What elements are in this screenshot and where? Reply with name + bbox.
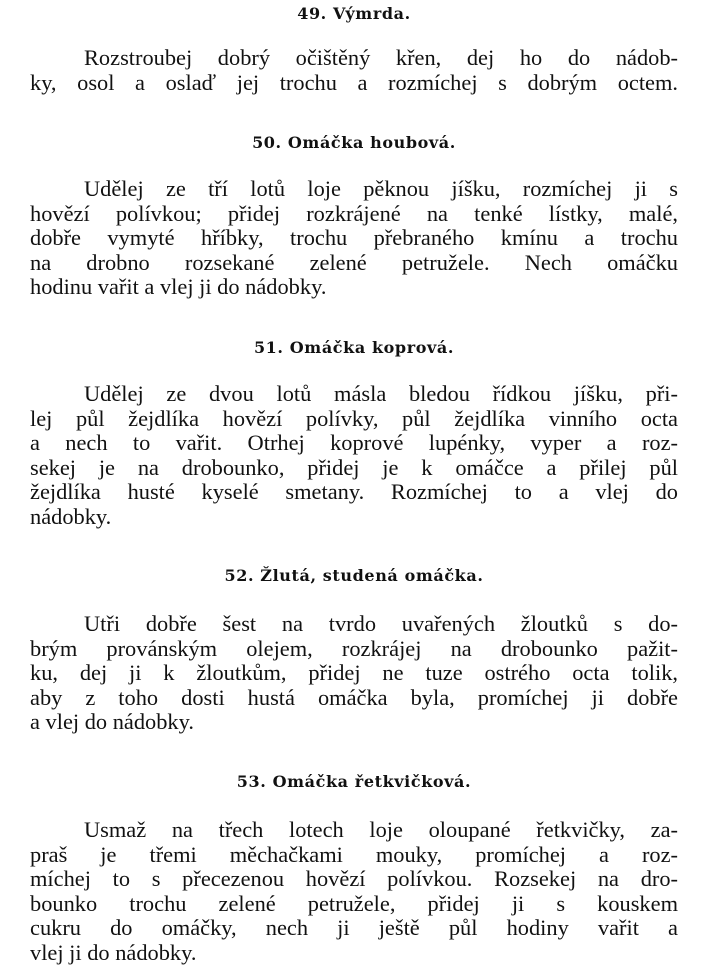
text-line: aby z toho dosti hustá omáčka byla, promíchej ji dobře: [30, 684, 678, 710]
text-line: Usmaž na třech lotech loje oloupané řetkvičky, za-: [84, 817, 678, 842]
text-line: Utři dobře šest na tvrdo uvařených žloutků s do-: [84, 611, 678, 636]
text-line: nádobky.: [30, 503, 112, 529]
text-line: žejdlíka husté kyselé smetany. Rozmíchej to a vlej do: [30, 479, 678, 504]
recipe-text: [30, 818, 678, 965]
text-line: sekej je na drobounko, přidej je k omáčce a přilej půl: [30, 454, 678, 480]
text-line: vlej ji do nádobky.: [30, 939, 197, 965]
text-line: Rozstroubej dobrý očištěný křen, dej ho do nádob-: [84, 45, 678, 70]
recipe-text: [30, 382, 678, 529]
recipe-heading: 52. Žlutá, studená omáčka.: [224, 566, 484, 585]
text-line: na drobno rozsekané zelené petružele. Nech omáčku: [30, 249, 678, 275]
text-line: ku, dej ji k žloutkům, přidej ne tuze ostrého octa tolik,: [30, 660, 678, 685]
recipe-heading: 51. Omáčka koprová.: [253, 338, 455, 357]
recipe-heading: 50. Omáčka houbová.: [252, 133, 456, 152]
text-line: hovězí polívkou; přidej rozkrájené na tenké lístky, malé,: [30, 200, 678, 226]
recipe-text: [30, 612, 678, 735]
recipe-heading: 49. Výmrda.: [297, 4, 411, 23]
text-line: a vlej do nádobky.: [30, 709, 194, 734]
recipe-text: [30, 46, 678, 95]
text-line: dobře vymyté hříbky, trochu přebraného kmínu a trochu: [30, 225, 678, 250]
text-line: hodinu vařit a vlej ji do nádobky.: [30, 274, 327, 299]
text-line: brým provánským olejem, rozkrájej na drobounko pažit-: [30, 635, 678, 661]
text-line: a nech to vařit. Otrhej koprové lupénky, vyper a roz-: [30, 430, 678, 455]
text-line: Udělej ze dvou lotů másla bledou řídkou jíšku, při-: [84, 381, 678, 406]
text-line: bounko trochu zelené petružele, přidej ji s kouskem: [30, 890, 678, 916]
text-line: praš je třemi měchačkami mouky, promíchej a roz-: [30, 841, 678, 867]
text-line: míchej to s přecezenou hovězí polívkou. Rozsekej na dro-: [30, 866, 678, 891]
text-line: Udělej ze tří lotů loje pěknou jíšku, rozmíchej ji s: [84, 176, 678, 201]
text-line: cukru do omáčky, nech ji ještě půl hodiny vařit a: [30, 915, 678, 940]
text-line: ky, osol a oslaď jej trochu a rozmíchej s dobrým octem.: [30, 69, 678, 95]
text-line: lej půl žejdlíka hovězí polívky, půl žejdlíka vinního octa: [30, 405, 678, 431]
recipe-text: [30, 177, 678, 300]
recipe-heading: 53. Omáčka řetkvičková.: [236, 772, 472, 791]
